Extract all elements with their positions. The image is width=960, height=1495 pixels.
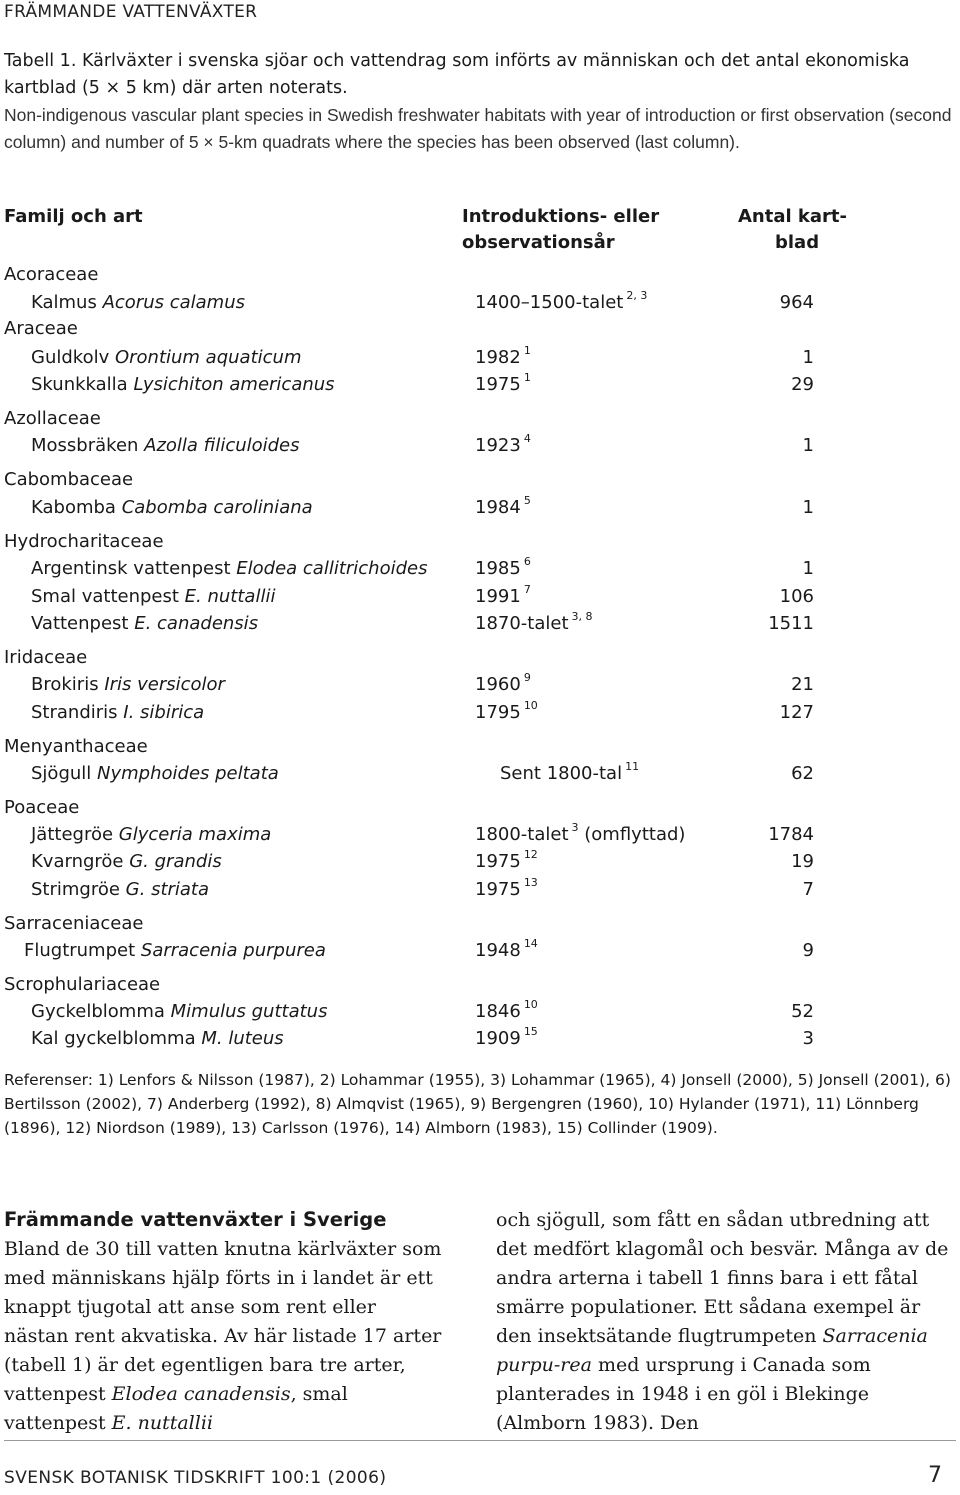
common-name: Mossbräken: [31, 435, 139, 456]
year-cell: [475, 344, 531, 368]
year-cell: [475, 876, 538, 900]
latin-name: G. striata: [125, 879, 210, 900]
species-name: [31, 558, 427, 579]
common-name: Vattenpest: [31, 613, 129, 634]
reference-superscript: 5: [523, 494, 531, 507]
reference-superscript: 14: [523, 937, 538, 950]
family-name: Poaceae: [4, 797, 80, 818]
year-value: 1909: [475, 1028, 521, 1049]
family-name: Azollaceae: [4, 408, 101, 429]
right-italic-1: Sarracenia purpu-rea: [496, 1325, 928, 1376]
left-italic-2: E. nuttallii: [111, 1412, 213, 1434]
latin-name: E. canadensis: [134, 613, 259, 634]
common-name: Skunkkalla: [31, 374, 128, 395]
year-value: 1870-talet: [475, 613, 569, 634]
right-text-2: med ursprung i Canada som planterades in 1948 i en göl i Blekinge (Almborn 1983). Den: [496, 1354, 871, 1434]
year-cell: [475, 583, 531, 607]
year-value: 1982: [475, 347, 521, 368]
reference-superscript: 13: [523, 876, 538, 889]
species-name: [31, 374, 335, 395]
table-caption-english: Non-indigenous vascular plant species in Swedish freshwater habitats with year of introduction or first observation (second column) and number of 5 × 5-km quadrats where the species has been observed (last column).: [4, 105, 952, 152]
map-count: 9: [802, 940, 814, 961]
latin-name: Acorus calamus: [102, 292, 245, 313]
left-text-2: , smal vattenpest: [4, 1383, 348, 1434]
family-name: Araceae: [4, 318, 78, 339]
species-name: [31, 292, 245, 313]
map-count: 62: [791, 763, 814, 784]
reference-superscript: 3, 8: [571, 610, 593, 623]
reference-superscript: 7: [523, 583, 531, 596]
species-name: [31, 613, 258, 634]
article-column-left: [4, 1235, 444, 1438]
references: Referenser: 1) Lenfors & Nilsson (1987), 2) Lohammar (1955), 3) Lohammar (1965), 4) Jonsell (2000), 5) Jonsell (2001), 6) Bertilsson (2002), 7) Anderberg (1992), 8) Almqvist (1965), 9) Bergengren (1960), 10) Hylander (1971), 11) Lönnberg (1896), 12) Niordson (1989), 13) Carlsson (1976), 14) Almborn (1983), 15) Collinder (1909).: [4, 1071, 951, 1137]
species-name: [31, 851, 222, 872]
year-value: 1923: [475, 435, 521, 456]
latin-name: Glyceria maxima: [118, 824, 272, 845]
common-name: Kvarngröe: [31, 851, 124, 872]
species-name: [31, 435, 300, 456]
year-cell: [475, 1025, 538, 1049]
year-value: 1960: [475, 674, 521, 695]
right-text-1: och sjögull, som fått en sådan utbredning att det medfört klagomål och besvär. Många av de andra arterna i tabell 1 finns bara i ett fåtal smärre populationer. Ett sådana exempel är den insektsätande flugtrumpeten: [496, 1209, 949, 1347]
table-caption-swedish: Tabell 1. Kärlväxter i svenska sjöar och vattendrag som införts av människan och det antal ekonomiska kartblad (5 × 5 km) där arten noterats.: [4, 51, 910, 98]
common-name: Kabomba: [31, 497, 116, 518]
species-name: [31, 879, 209, 900]
latin-name: G. grandis: [129, 851, 222, 872]
family-name: Sarraceniaceae: [4, 913, 144, 934]
latin-name: Mimulus guttatus: [170, 1001, 328, 1022]
year-cell: [475, 289, 648, 313]
year-value: 1991: [475, 586, 521, 607]
map-count: 29: [791, 374, 814, 395]
year-value: 1795: [475, 702, 521, 723]
species-name: [31, 763, 279, 784]
year-value: 1975: [475, 851, 521, 872]
year-value: 1400–1500-talet: [475, 292, 624, 313]
latin-name: Iris versicolor: [104, 674, 225, 695]
common-name: Kal gyckelblomma: [31, 1028, 196, 1049]
year-cell: [475, 699, 538, 723]
common-name: Gyckelblomma: [31, 1001, 165, 1022]
latin-name: Sarracenia purpurea: [140, 940, 326, 961]
header-year-line1: Introduktions- eller: [462, 206, 660, 227]
common-name: Strimgröe: [31, 879, 120, 900]
footer-divider: [4, 1440, 956, 1441]
year-cell: [500, 760, 640, 784]
family-name: Hydrocharitaceae: [4, 531, 164, 552]
family-name: Cabombaceae: [4, 469, 134, 490]
reference-superscript: 1: [523, 344, 531, 357]
map-count: 19: [791, 851, 814, 872]
map-count: 1: [802, 347, 814, 368]
latin-name: Cabomba caroliniana: [121, 497, 313, 518]
journal-footer: SVENSK BOTANISK TIDSKRIFT 100:1 (2006): [4, 1468, 387, 1488]
reference-superscript: 15: [523, 1025, 538, 1038]
latin-name: Orontium aquaticum: [114, 347, 302, 368]
common-name: Smal vattenpest: [31, 586, 179, 607]
article-column-right: [496, 1206, 951, 1438]
header-count-line2: blad: [775, 232, 820, 253]
year-value: 1985: [475, 558, 521, 579]
family-name: Iridaceae: [4, 647, 88, 668]
year-cell: [475, 821, 686, 845]
year-cell: [475, 937, 538, 961]
latin-name: Elodea callitrichoides: [236, 558, 428, 579]
map-count: 7: [802, 879, 814, 900]
map-count: 964: [779, 292, 814, 313]
common-name: Sjögull: [31, 763, 92, 784]
year-cell: [475, 494, 531, 518]
species-name: [31, 497, 313, 518]
species-name: [31, 347, 301, 368]
species-name: [31, 824, 271, 845]
year-cell: [475, 671, 531, 695]
year-note: (omflyttad): [584, 824, 686, 845]
latin-name: Lysichiton americanus: [133, 374, 335, 395]
species-name: [31, 586, 275, 607]
year-value: Sent 1800-tal: [500, 763, 623, 784]
reference-superscript: 9: [523, 671, 531, 684]
latin-name: M. luteus: [201, 1028, 284, 1049]
year-value: 1984: [475, 497, 521, 518]
latin-name: I. sibirica: [123, 702, 205, 723]
left-italic-1: Elodea canadensis: [111, 1383, 291, 1405]
latin-name: Azolla filiculoides: [144, 435, 300, 456]
common-name: Guldkolv: [31, 347, 110, 368]
common-name: Strandiris: [31, 702, 118, 723]
map-count: 21: [791, 674, 814, 695]
species-name: [31, 1028, 284, 1049]
family-name: Acoraceae: [4, 264, 99, 285]
year-value: 1975: [475, 879, 521, 900]
map-count: 3: [802, 1028, 814, 1049]
left-text-1: Bland de 30 till vatten knutna kärlväxter som med människans hjälp förts in i landet är ett knappt tjugotal att anse som rent eller nästan rent akvatiska. Av här listade 17 arter (tabell 1) är det egentligen bara tre arter, vattenpest: [4, 1238, 442, 1405]
year-value: 1800-talet: [475, 824, 569, 845]
header-family-species: Familj och art: [4, 206, 143, 227]
common-name: Brokiris: [31, 674, 99, 695]
page-number: 7: [928, 1463, 942, 1488]
reference-superscript: 11: [625, 760, 640, 773]
year-value: 1846: [475, 1001, 521, 1022]
reference-superscript: 4: [523, 432, 531, 445]
map-count: 127: [779, 702, 814, 723]
reference-superscript: 12: [523, 848, 538, 861]
common-name: Kalmus: [31, 292, 97, 313]
year-cell: [475, 371, 531, 395]
reference-superscript: 6: [523, 555, 531, 568]
running-header: FRÄMMANDE VATTENVÄXTER: [4, 2, 258, 22]
article-heading: Främmande vattenväxter i Sverige: [4, 1208, 387, 1231]
year-cell: [475, 848, 538, 872]
map-count: 52: [791, 1001, 814, 1022]
common-name: Jättegröe: [31, 824, 114, 845]
reference-superscript: 10: [523, 998, 538, 1011]
header-year-line2: observationsår: [462, 232, 615, 253]
family-name: Scrophulariaceae: [4, 974, 161, 995]
reference-superscript: 3: [571, 821, 579, 834]
common-name: Argentinsk vattenpest: [31, 558, 231, 579]
map-count: 1511: [768, 613, 814, 634]
latin-name: E. nuttallii: [184, 586, 276, 607]
header-count-line1: Antal kart-: [738, 206, 848, 227]
year-cell: [475, 555, 531, 579]
year-value: 1948: [475, 940, 521, 961]
year-value: 1975: [475, 374, 521, 395]
reference-superscript: 10: [523, 699, 538, 712]
reference-superscript: 2, 3: [626, 289, 648, 302]
species-name: [24, 940, 326, 961]
map-count: 1: [802, 497, 814, 518]
latin-name: Nymphoides peltata: [97, 763, 279, 784]
map-count: 106: [779, 586, 814, 607]
species-name: [31, 674, 225, 695]
year-cell: [475, 432, 531, 456]
map-count: 1: [802, 558, 814, 579]
map-count: 1784: [768, 824, 814, 845]
species-name: [31, 702, 204, 723]
family-name: Menyanthaceae: [4, 736, 148, 757]
year-cell: [475, 998, 538, 1022]
year-cell: [475, 610, 593, 634]
reference-superscript: 1: [523, 371, 531, 384]
common-name: Flugtrumpet: [24, 940, 136, 961]
map-count: 1: [802, 435, 814, 456]
species-name: [31, 1001, 327, 1022]
